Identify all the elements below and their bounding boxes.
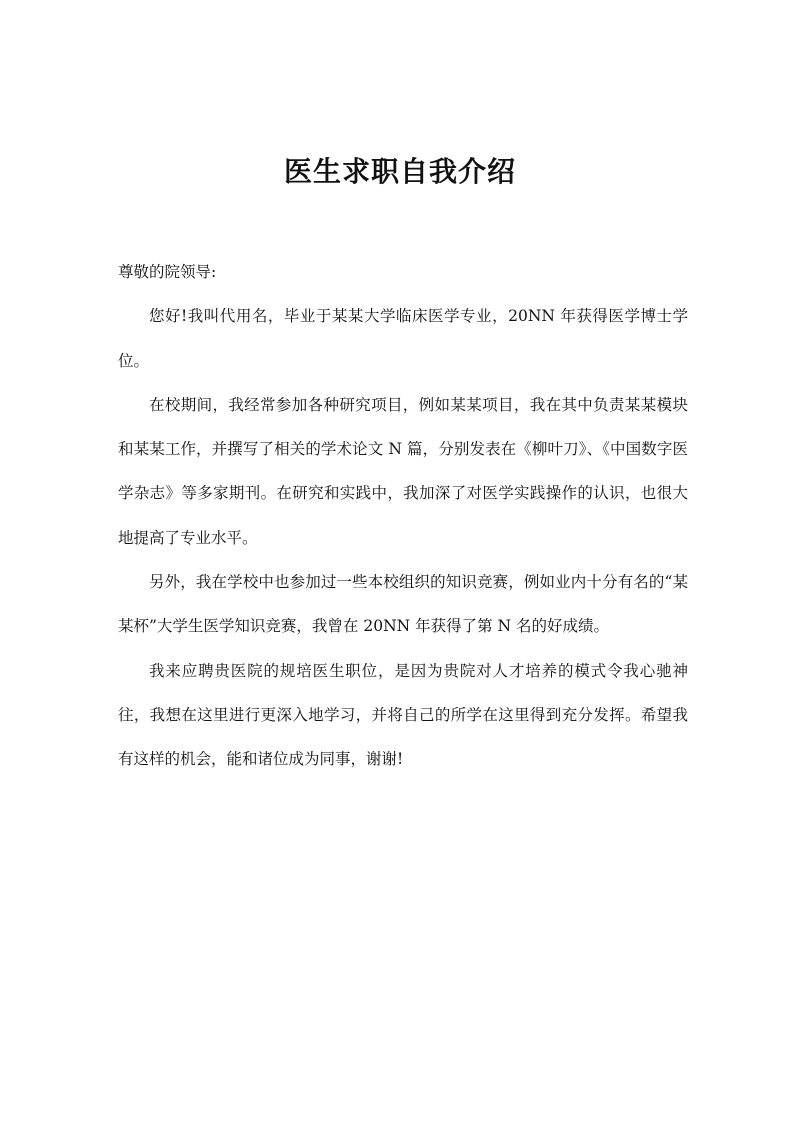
document-title: 医生求职自我介绍 <box>283 155 516 188</box>
paragraph-research: 在校期间，我经常参加各种研究项目，例如某某项目，我在其中负责某某模块和某某工作，并撰写了相关的学术论文 N 篇，分别发表在《柳叶刀》、《中国数字医学杂志》等多家期刊。在研究和实践中，我加深了对医学实践操作的认识，也很大地提高了专业水平。 <box>118 395 688 547</box>
salutation: 尊敬的院领导: <box>118 263 217 281</box>
paragraph-closing: 我来应聘贵医院的规培医生职位，是因为贵院对人才培养的模式令我心驰神往，我想在这里进行更深入地学习，并将自己的所学在这里得到充分发挥。希望我有这样的机会，能和诸位成为同事，谢谢! <box>118 661 688 769</box>
document-body <box>118 250 688 782</box>
paragraph-competition: 另外，我在学校中也参加过一些本校组织的知识竞赛，例如业内十分有名的“某某杯”大学生医学知识竞赛，我曾在 20NN 年获得了第 N 名的好成绩。 <box>118 573 688 636</box>
paragraph-intro: 您好!我叫代用名，毕业于某某大学临床医学专业，20NN 年获得医学博士学位。 <box>118 307 688 370</box>
